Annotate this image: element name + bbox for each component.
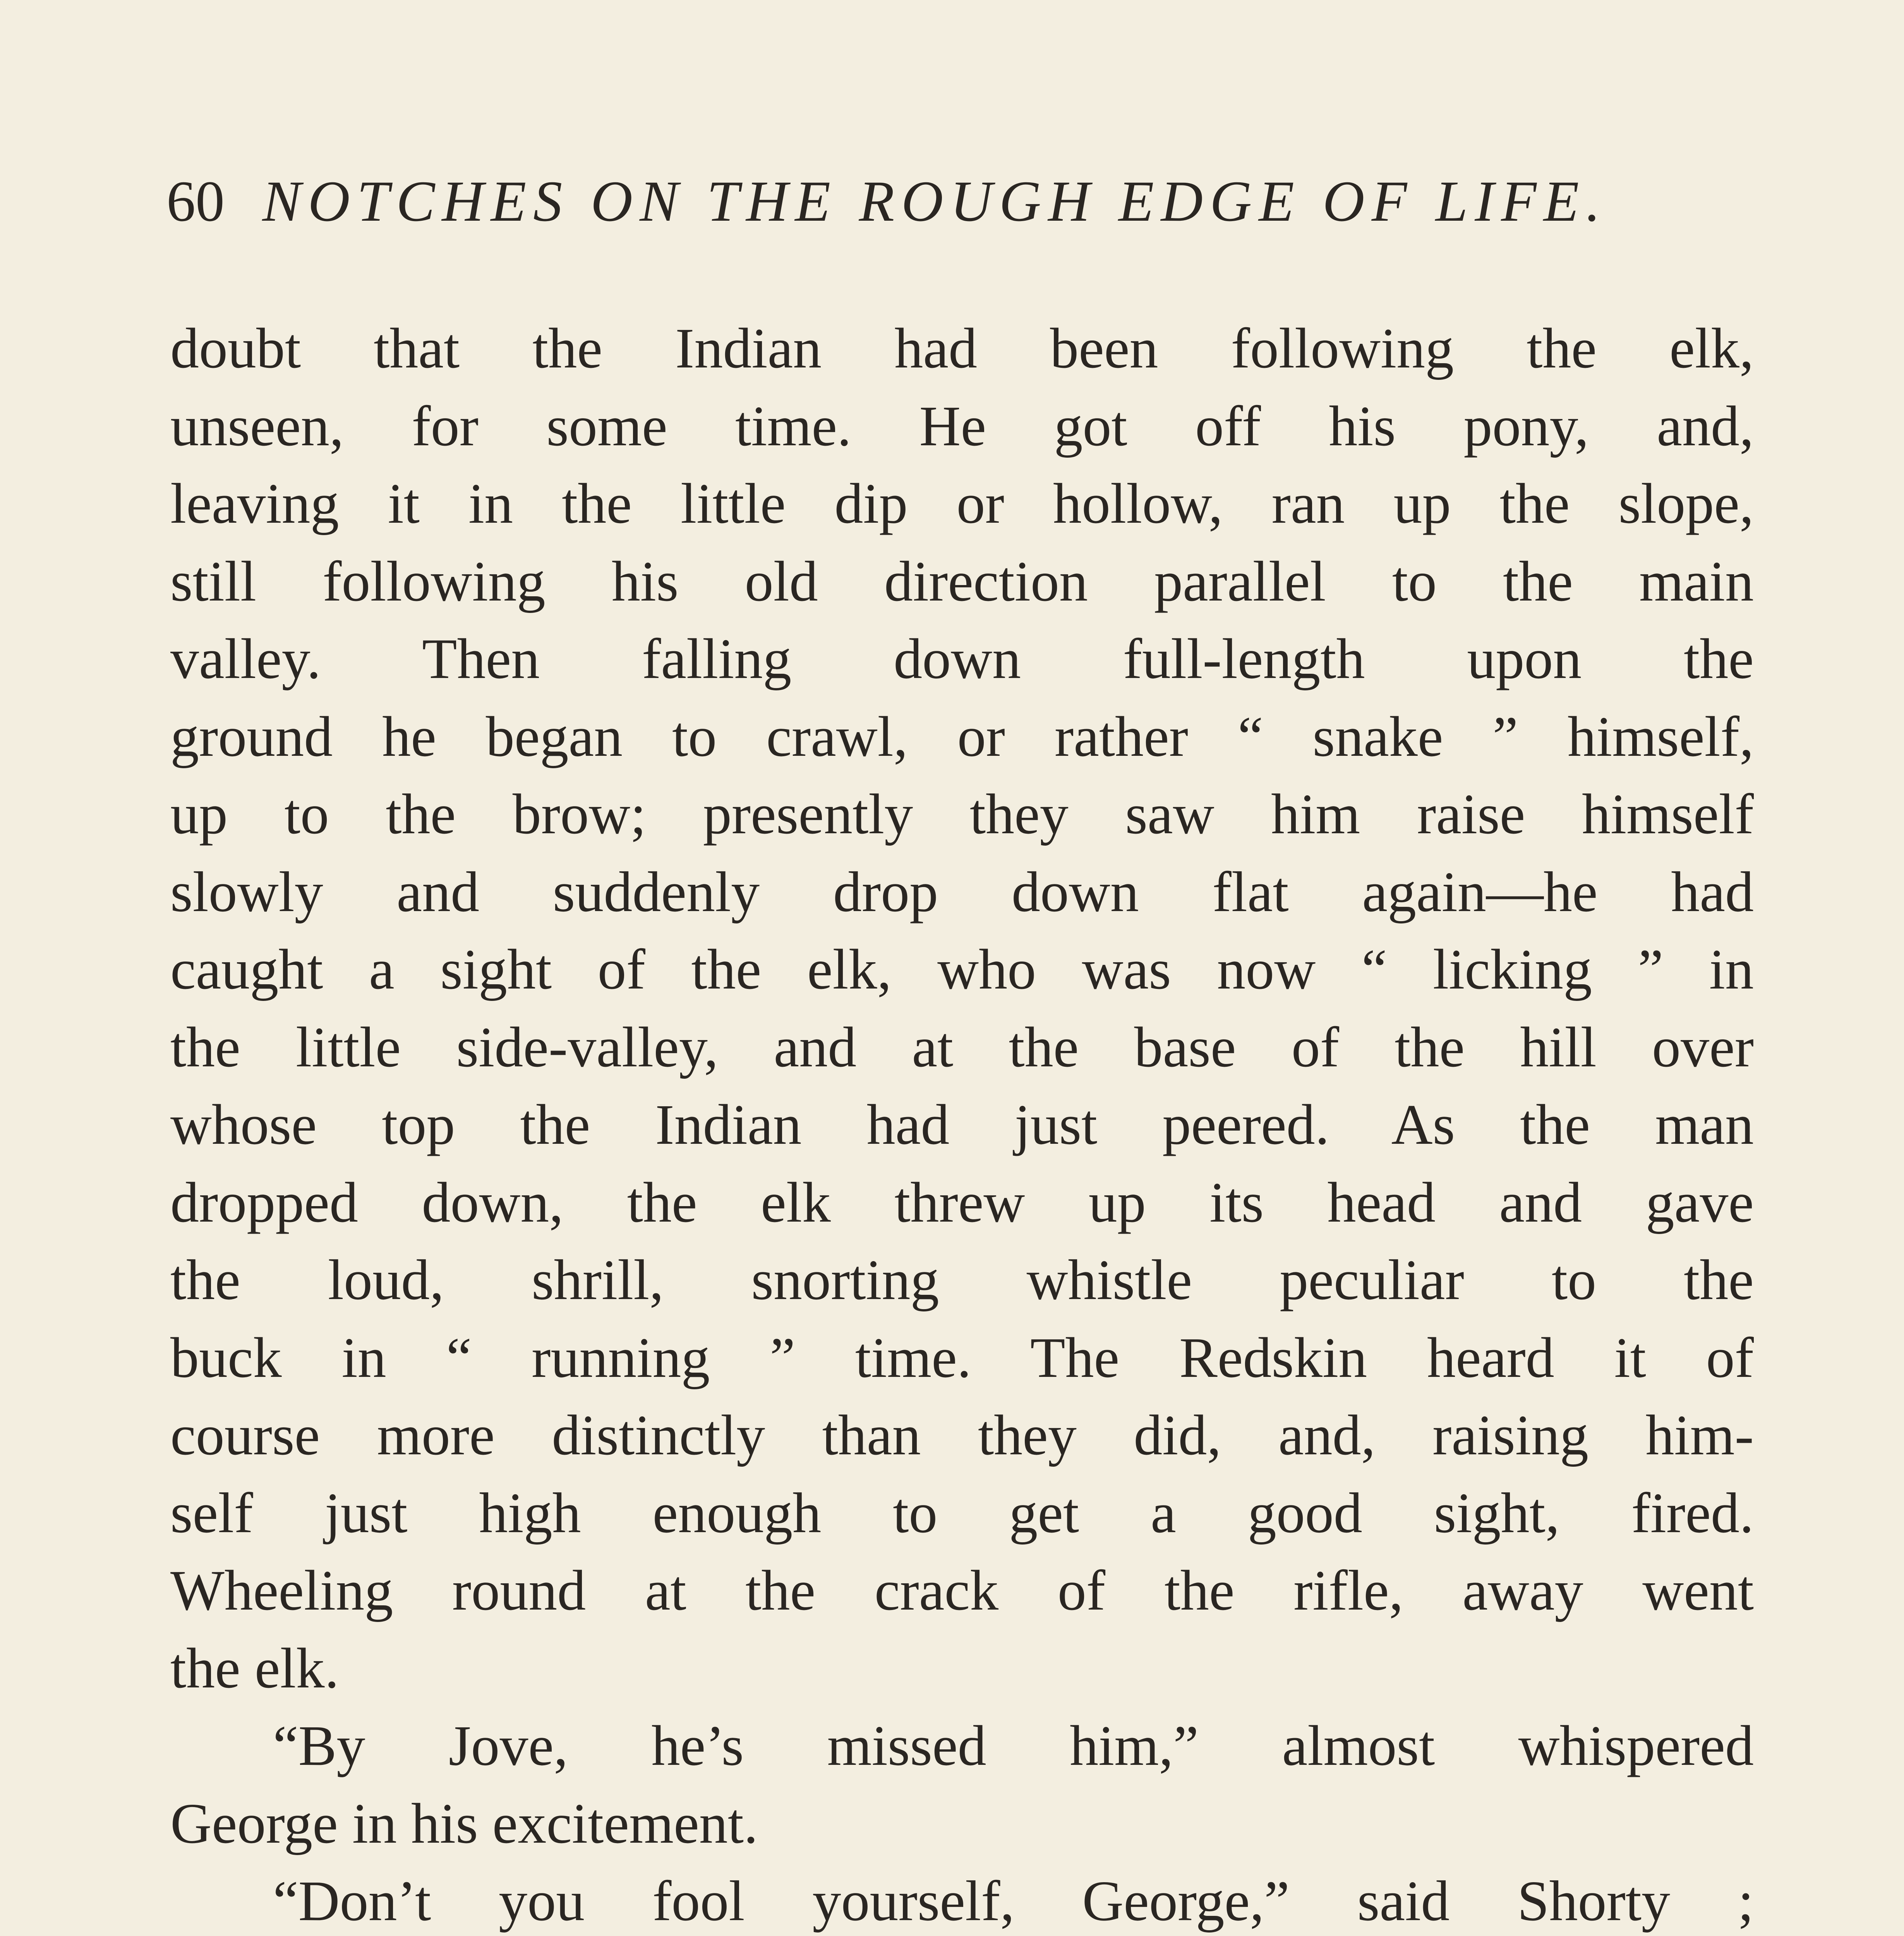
text-line: doubt that the Indian had been following the elk,	[170, 317, 1754, 380]
paragraph-2	[170, 1707, 1754, 1862]
paragraph-3	[170, 1862, 1754, 1936]
text-line: George in his excitement.	[170, 1792, 758, 1855]
text-line: caught a sight of the elk, who was now “ licking ” in	[170, 938, 1754, 1001]
text-line: the loud, shrill, snorting whistle peculiar to the	[170, 1248, 1754, 1312]
paragraph-1	[170, 310, 1754, 1707]
text-line: “Don’t you fool yourself, George,” said Shorty ;	[273, 1869, 1754, 1933]
text-line: dropped down, the elk threw up its head and gave	[170, 1171, 1754, 1234]
text-line: whose top the Indian had just peered. As the man	[170, 1093, 1754, 1157]
text-line: the little side-valley, and at the base of the hill over	[170, 1015, 1754, 1079]
text-line: leaving it in the little dip or hollow, ran up the slope,	[170, 472, 1754, 535]
text-line: unseen, for some time. He got off his pony, and,	[170, 394, 1754, 458]
text-line: Wheeling round at the crack of the rifle, away went	[170, 1559, 1754, 1622]
text-line: self just high enough to get a good sight, fired.	[170, 1481, 1754, 1545]
text-line: up to the brow; presently they saw him raise himself	[170, 783, 1754, 846]
running-head	[166, 163, 1754, 240]
text-line: the elk.	[170, 1636, 339, 1700]
text-line: buck in “ running ” time. The Redskin heard it of	[170, 1326, 1754, 1390]
text-line: slowly and suddenly drop down flat again—he had	[170, 860, 1754, 924]
text-line: still following his old direction parallel to the main	[170, 549, 1754, 613]
page-number: 60	[166, 169, 225, 233]
body-text	[170, 310, 1754, 1936]
text-line: “By Jove, he’s missed him,” almost whispered	[273, 1714, 1754, 1778]
text-line: valley. Then falling down full-length upon the	[170, 627, 1754, 691]
text-line: ground he began to crawl, or rather “ snake ” himself,	[170, 705, 1754, 769]
book-title: NOTCHES ON THE ROUGH EDGE OF LIFE.	[262, 169, 1607, 233]
text-line: course more distinctly than they did, and, raising him-	[170, 1404, 1754, 1467]
